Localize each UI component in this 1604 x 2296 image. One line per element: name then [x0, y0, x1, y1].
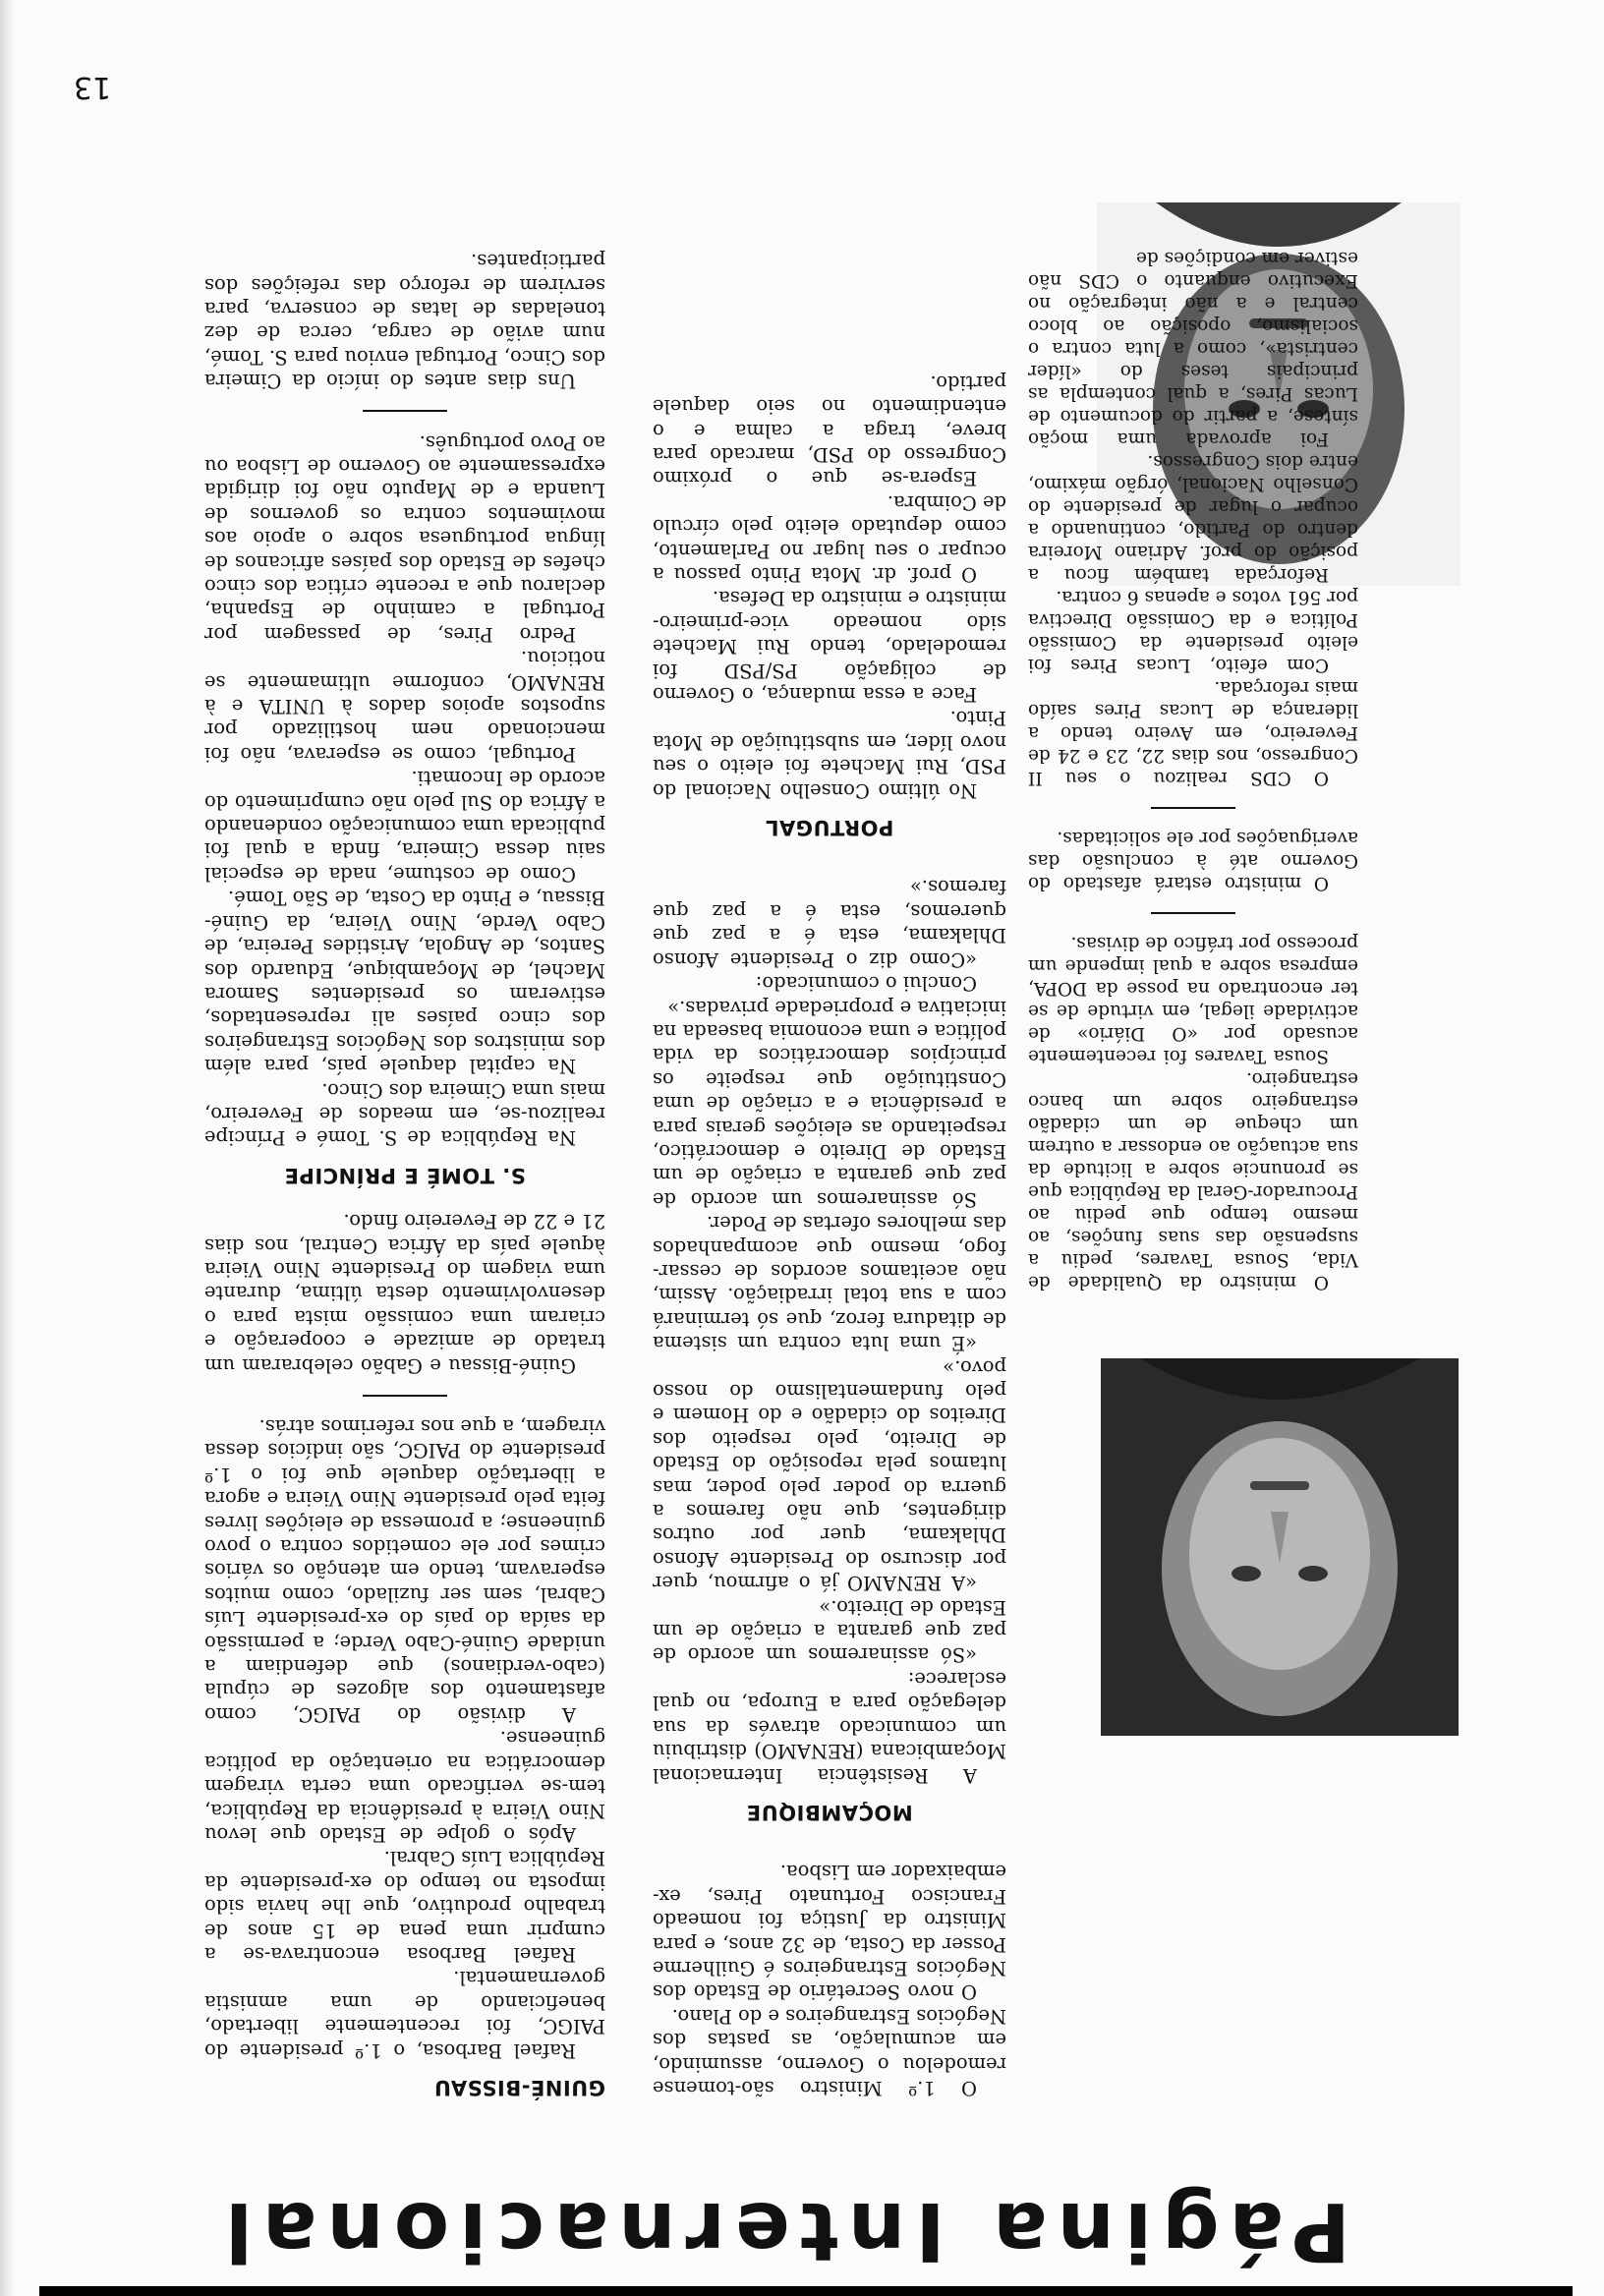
paragraph: O ministro da Qualidade de Vida, Sousa Tavares, pediu a suspensão das suas funções, ao mesmo tempo que pediu ao Procurador-Geral da República que se pronuncie sobre a licitude da sua actuação ao endossar a outrem um cheque de um cidadão estrangeiro sobre um banco estrangeiro. [1028, 1068, 1358, 1292]
divider [363, 410, 447, 412]
paragraph: Só assinaremos um acordo de paz que garanta a criação de um Estado de Direito e democrático, respeitando as eleições gerais para a presidência e a criação de uma Constituição que respeite os princípios democráticos da vida política e uma economia baseada na iniciativa e propriedade privadas.» [653, 996, 1006, 1211]
photo-portrait-bottom [1101, 1358, 1459, 1736]
paragraph: O 1.º Ministro são-tomense remodelou o Governo, assumindo, em acumulação, as pastas dos Negócios Estrangeiros e do Plano. [653, 2004, 1006, 2099]
paragraph: Após o golpe de Estado que levou Nino Vieira à presidência da República, tem-se verificado uma certa viragem democrática na orientação da política guineense. [204, 1727, 605, 1846]
paragraph: Sousa Tavares foi recentemente acusado por «O Diário» de actividade ilegal, em virtude de se ter encontrado na posse da DOPA, empresa sobre a qual impende um processo por tráfico de divisas. [1028, 933, 1358, 1066]
paragraph: Rafael Barbosa, o 1.º presidente do PAIGC, foi recentemente libertado, beneficiando de uma amnistia governamental. [204, 1967, 605, 2062]
divider [1151, 807, 1235, 809]
heading-mocambique: MOÇAMBIQUE [746, 1800, 913, 1824]
paragraph: O CDS realizou o seu II Congresso, nos dias 22, 23 e 24 de Fevereiro, em Aveiro tendo a liderança de Lucas Pires saído mais reforçada. [1028, 677, 1358, 788]
paragraph: Na República de S. Tomé e Príncipe realizou-se, em meados de Fevereiro, mais uma Cimeira dos Cinco. [204, 1078, 605, 1150]
paragraph: O novo Secretário de Estado dos Negócios Estrangeiros é Guilherme Posser da Costa, de 32 anos, e para Ministro da Justiça foi nomeado Francisco Fortunato Pires, ex-embaixador em Lisboa. [653, 1861, 1006, 2004]
heading-sao-tome: S. TOMÉ E PRÍNCIPE [284, 1163, 526, 1187]
paragraph: «A RENAMO já o afirmou, quer por discurso do Presidente Afonso Dhlakama, quer por outros dirigentes, que não faremos a guerra do poder pelo poder, mas lutamos pela reposição do Estado de Direito, pelo respeito dos Direitos do cidadão e do Homem e pelo fundamentalismo do nosso povo.» [653, 1355, 1006, 1595]
paragraph: «Só assinaremos um acordo de paz que garanta a criação de um Estado de Direito.» [653, 1595, 1006, 1667]
page-title: Página Internacional [214, 2184, 1350, 2277]
paragraph: Portugal, como se esperava, não foi mencionado nem hostilizado por supostos apoios dados à UNITA e à RENAMO, conforme ultimamente se noticiou. [204, 647, 605, 766]
column-guine-stome [204, 249, 605, 2099]
paragraph: O ministro estará afastado do Governo até à conclusão das averiguações por ele solicitadas. [1028, 828, 1358, 893]
paragraph: Como de costume, nada de especial saiu dessa Cimeira, finda a qual foi publicada uma comunicação condenando a África do Sul pelo não cumprimento do acordo de Incomati. [204, 767, 605, 886]
paragraph: Guiné-Bissau e Gabão celebraram um tratado de amizade e cooperação e criaram uma comissão mista para o desenvolvimento desta última, durante uma viagem do Presidente Nino Vieira àquele país da África Central, nos dias 21 e 22 de Fevereiro findo. [204, 1210, 605, 1377]
paragraph: A divisão do PAIGC, como afastamento dos algozes de cúpula (cabo-verdianos) que defendiam a unidade Guiné-Cabo Verde; a permissão da saída do país do ex-presidente Luís Cabral, sem ser fuzilado, como muitos esperavam, tendo em atenção os vários crimes por ele cometidos contra o povo guineense; a promessa de eleições livres feita pelo presidente Nino Vieira e agora a libertação daquele que foi o 1.º presidente do PAIGC, são indícios dessa viragem, a que nos referimos atrás. [204, 1415, 605, 1726]
paragraph: No último Conselho Nacional do PSD, Rui Machete foi eleito o seu novo líder, em substituição de Mota Pinto. [653, 707, 1006, 802]
paragraph: «É uma luta contra um sistema de ditadura feroz, que só terminará com a sua total irradiação. Assim, não aceitamos acordos de cessar-fogo, mesmo que acompanhados das melhores ofertas de Poder. [653, 1212, 1006, 1355]
paragraph: O prof. dr. Mota Pinto passou a ocupar o seu lugar no Parlamento, como deputado eleito pelo círculo de Coimbra. [653, 490, 1006, 587]
paragraph: Rafael Barbosa encontrava-se a cumprir uma pena de 15 anos de trabalho produtivo, que lhe havia sido imposta no tempo do ex-presidente da República Luís Cabral. [204, 1847, 605, 1966]
paragraph: Espera-se que o próximo Congresso do PSD, marcado para breve, traga a calma e o entendimento no seio daquele partido. [653, 371, 1006, 490]
column-vida-cds [1028, 247, 1358, 1293]
paragraph: Com efeito, Lucas Pires foi eleito presidente da Comissão Política e da Comissão Directiva por 561 votos e apenas 6 contra. [1028, 587, 1358, 675]
page-number: 13 [73, 70, 112, 104]
paragraph: «Como diz o Presidente Afonso Dhlakama, esta é a paz que queremos, esta é a paz que faremos.» [653, 876, 1006, 971]
portrait-photo-2 [1101, 1358, 1459, 1736]
paragraph: Reforçada também ficou a posição do prof. Adriano Moreira dentro do Partido, continuando a ocupar o lugar de presidente do Conselho Nacional, órgão máximo, entre dois Congressos. [1028, 451, 1358, 585]
paragraph: Face a essa mudança, o Governo de coligação PS/PSD foi remodelado, tendo Rui Machete sido nomeado vice-primeiro-ministro e ministro da Defesa. [653, 587, 1006, 707]
heading-portugal: PORTUGAL [765, 816, 894, 840]
scan-edge [0, 0, 14, 2296]
paragraph: Conclui o comunicado: [755, 972, 977, 996]
divider [1151, 912, 1235, 914]
top-rule [39, 2286, 1573, 2296]
paragraph: Uns dias antes do início da Cimeira dos Cinco, Portugal enviou para S. Tomé, num avião de carga, cerca de dez toneladas de latas de conserva, para servirem de reforço das refeições dos participantes. [204, 250, 605, 393]
paragraph: Foi aprovada uma moção síntese, a partir do documento de Lucas Pires, a qual contempla as principais teses do «líder centrista», como a luta contra o socialismo, oposição ao bloco central e a não integração no Executivo enquanto o CDS não estiver em condições de [1028, 248, 1358, 449]
column-mocambique-portugal [653, 370, 1006, 2099]
divider [363, 1395, 447, 1397]
paragraph: Na capital daquele país, para além dos ministros dos Negócios Estrangeiros dos cinco países ali representados, estiveram os presidentes Samora Machel, de Moçambique, Eduardo dos Santos, de Angola, Aristides Pereira, de Cabo Verde, Nino Vieira, da Guiné-Bissau, e Pinto da Costa, de São Tomé. [204, 887, 605, 1078]
paragraph: Pedro Pires, de passagem por Portugal a caminho de Espanha, declarou que a recente crítica dos cinco chefes de Estado dos países africanos de língua portuguesa sobre o apoio aos movimentos contra os governos de Luanda e de Maputo não foi dirigida expressamente ao Governo de Lisboa ou ao Povo português. [204, 430, 605, 646]
heading-guine-bissau: GUINÉ-BISSAU [433, 2076, 605, 2099]
paragraph: A Resistência Internacional Moçambicana (RENAMO) distribuiu um comunicado através da sua delegação para a Europa, no qual esclarece: [653, 1667, 1006, 1787]
